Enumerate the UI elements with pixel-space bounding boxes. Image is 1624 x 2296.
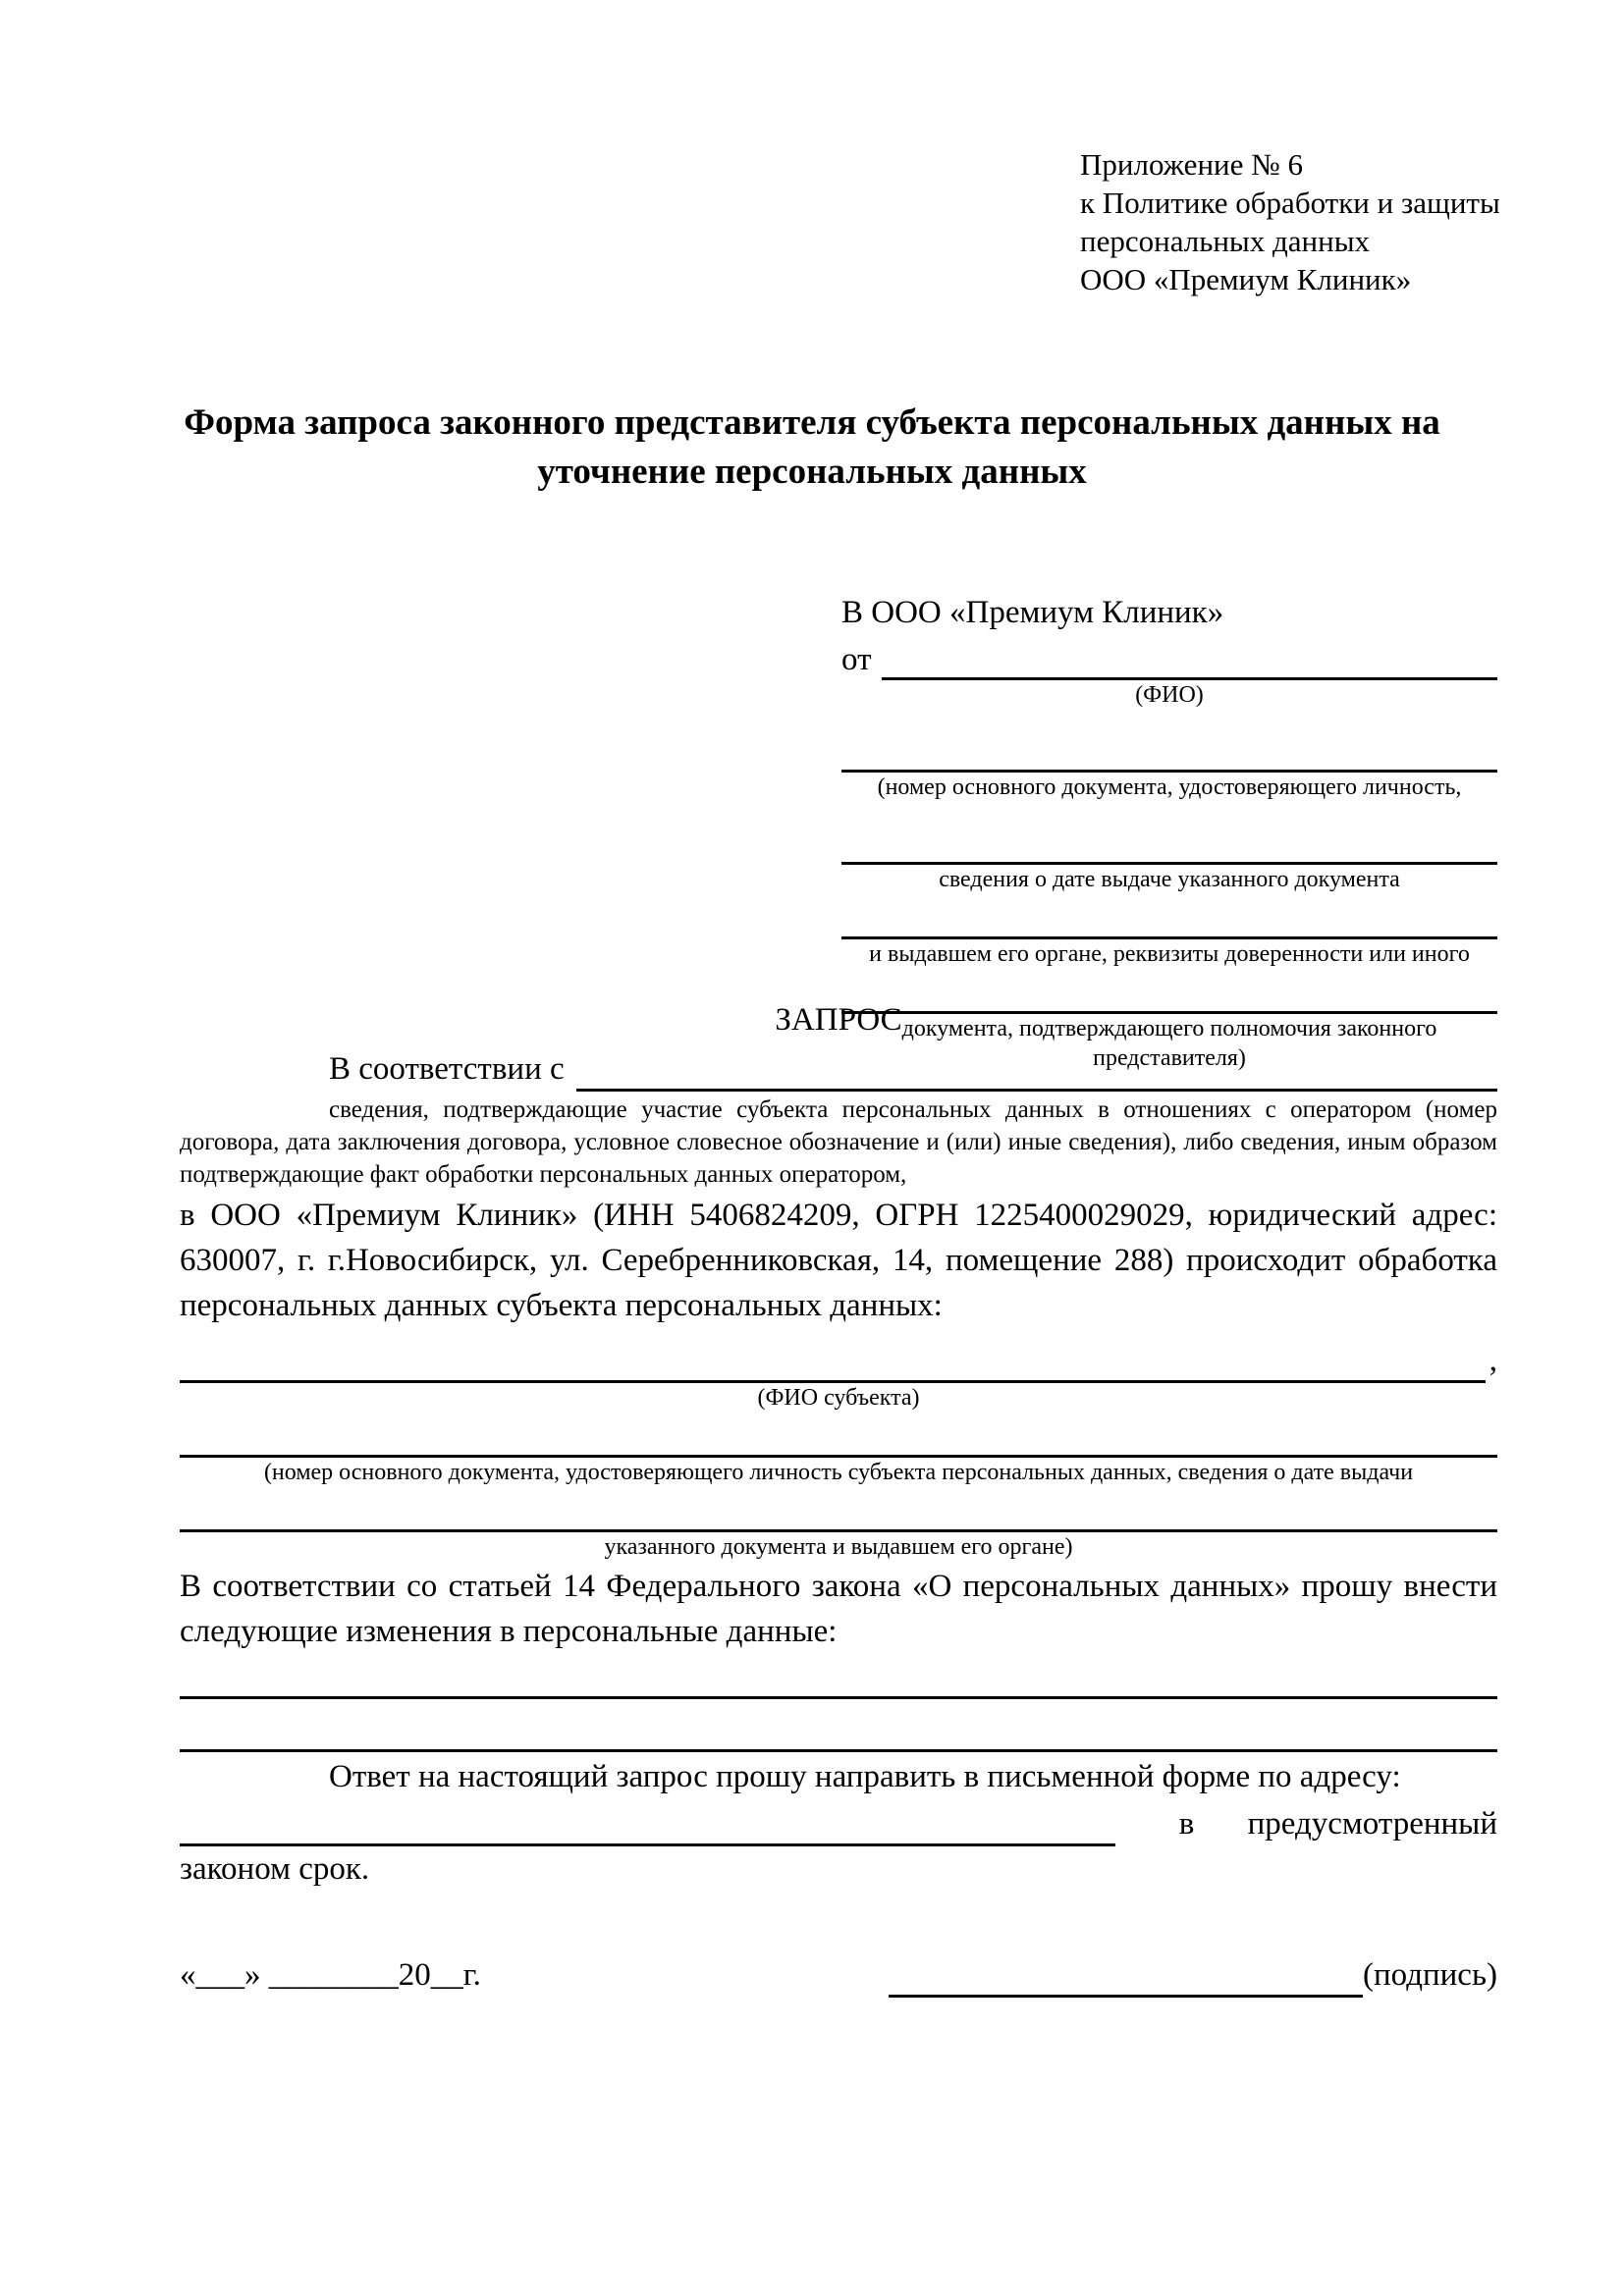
- from-row: [841, 639, 1497, 680]
- footer-row: [180, 1952, 1497, 1998]
- document-title: Форма запроса законного представителя субъекта персональных данных на уточнение персональных данных: [184, 402, 1440, 492]
- annex-line: Приложение № 6: [1080, 147, 1303, 182]
- article-paragraph: В соответствии со статьей 14 Федерального закона «О персональных данных» прошу внести следующие изменения в персональные данные:: [180, 1569, 1497, 1649]
- date-blank: «___» ________20__г.: [180, 1957, 481, 1993]
- reply-tail: в предусмотренный: [1178, 1806, 1497, 1842]
- representative-doc-field-3: [841, 906, 1497, 939]
- trailing-comma: ,: [1489, 1343, 1497, 1378]
- representative-doc-caption-2: сведения о дате выдаче указанного документа: [939, 867, 1400, 892]
- representative-doc-field-1: [841, 739, 1497, 773]
- subject-fio-field: [180, 1350, 1486, 1383]
- basis-field: [576, 1058, 1497, 1092]
- reply-paragraph: Ответ на настоящий запрос прошу направить в письменной форме по адресу:: [329, 1759, 1401, 1794]
- representative-doc-field-2: [841, 831, 1497, 865]
- operator-paragraph: в ООО «Премиум Клиник» (ИНН 5406824209, ОГРН 1225400029029, юридический адрес: 630007, г. г.Новосибирск, ул. Серебренниковская, 14, помещение 288) происходит обработка персональных данных субъекта персональных данных:: [180, 1198, 1497, 1323]
- accordance-label: В соответствии с: [329, 1051, 565, 1087]
- addressee-to: В ООО «Премиум Клиник»: [841, 595, 1224, 630]
- subject-doc-field-2: [180, 1499, 1497, 1532]
- representative-doc-caption-4: документа, подтверждающего полномочия законного представителя): [901, 1016, 1437, 1071]
- accordance-row: [180, 1046, 1497, 1092]
- representative-doc-caption-1: (номер основного документа, удостоверяющего личность,: [877, 774, 1462, 800]
- reply-closing: законом срок.: [180, 1851, 370, 1887]
- changes-field-1: [180, 1662, 1497, 1699]
- annex-line: персональных данных: [1080, 224, 1371, 258]
- reply-address-row: [180, 1801, 1497, 1846]
- subject-doc-caption-2: указанного документа и выдавшем его органе): [604, 1534, 1073, 1560]
- fio-caption: (ФИО): [1135, 682, 1204, 708]
- representative-fio-field: [882, 647, 1498, 680]
- subject-doc-field-1: [180, 1424, 1497, 1458]
- signature-caption: (подпись): [1363, 1957, 1497, 1993]
- subject-fio-caption: (ФИО субъекта): [757, 1385, 920, 1411]
- signature-group: [889, 1952, 1497, 1998]
- representative-doc-caption-3: и выдавшем его органе, реквизиты доверенности или иного: [869, 941, 1470, 967]
- annex-reference-block: [1080, 145, 1532, 298]
- basis-note: сведения, подтверждающие участие субъекта персональных данных в отношениях с оператором (номер договора, дата заключения договора, условное словесное обозначение и (или) иные сведения), либо сведения, иным образом подтверждающие факт обработки персональных данных оператором,: [180, 1096, 1497, 1188]
- signature-field: [889, 1960, 1363, 1998]
- annex-line: ООО «Премиум Клиник»: [1080, 262, 1412, 296]
- request-body: [180, 997, 1497, 1998]
- changes-field-2: [180, 1701, 1497, 1752]
- annex-line: к Политике обработки и защиты: [1080, 186, 1500, 220]
- subject-fio-row: [180, 1338, 1497, 1383]
- from-label: от: [841, 642, 872, 677]
- reply-address-field: [180, 1807, 1115, 1846]
- subject-doc-caption-1: (номер основного документа, удостоверяющего личность субъекта персональных данных, сведения о дате выдачи: [263, 1460, 1414, 1485]
- request-heading: ЗАПРОС: [775, 1002, 902, 1038]
